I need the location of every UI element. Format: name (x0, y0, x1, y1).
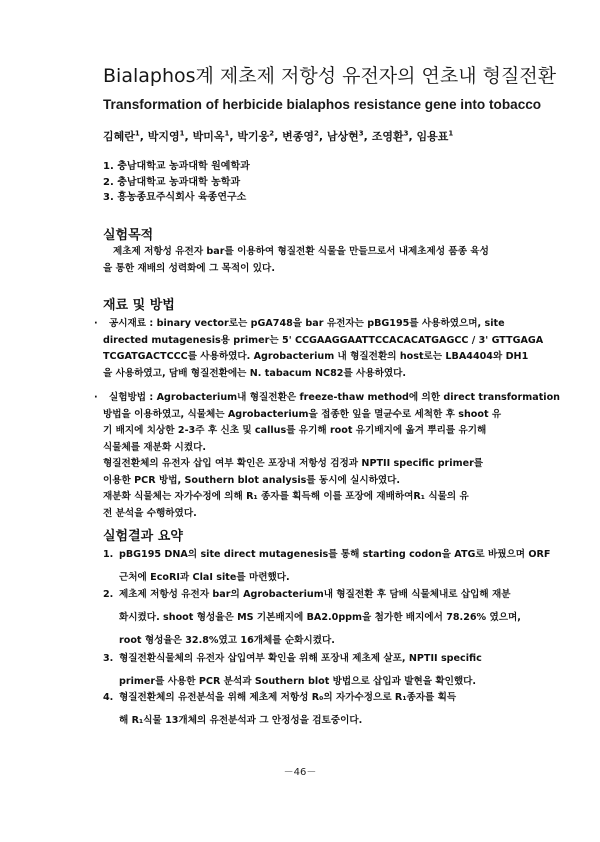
result-text (119, 686, 563, 732)
text-line: 방법을 이용하였고, 식물체는 Agrobacterium을 접종한 잎을 멸균수로 세척한 후 shoot 유 (103, 408, 502, 420)
author-list (103, 128, 563, 144)
methods-procedure-block (94, 390, 563, 522)
text-line: pBG195 DNA의 site direct mutagenesis를 통해 starting codon을 ATG로 바꿨으며 ORF (119, 549, 551, 560)
text-line: 실험방법 : Agrobacterium내 형질전환은 freeze-thaw method에 의한 direct transformation (109, 392, 560, 403)
author-affiliation-mark: 2 (269, 129, 275, 138)
author-affiliation-mark: 1 (134, 129, 140, 138)
text-line: 화시켰다. shoot 형성율은 MS 기본배지에 BA2.0ppm을 첨가한 배지에서 78.26% 였으며, (119, 612, 521, 623)
author-name: 조영환$^3$ (371, 129, 409, 143)
text-line: 전 분석을 수행하였다. (103, 507, 197, 519)
affiliation-item: 2. 충남대학교 농과대학 농학과 (103, 176, 241, 188)
text-line: 식물체를 재분화 시켰다. (103, 441, 206, 453)
affiliation-item: 3. 흥농종묘주식회사 육종연구소 (103, 192, 247, 203)
author-name: 남상현$^3$ (326, 129, 364, 143)
text-line: 해 R₁식물 13개체의 유전분석과 그 안정성을 검토중이다. (119, 715, 363, 726)
text-line: 이용한 PCR 방법, Southern blot analysis를 동시에 실시하였다. (103, 474, 401, 486)
text-line: 형질전환체의 유전자 삽입 여부 확인은 포장내 저항성 검정과 NPTII specific primer를 (103, 458, 484, 469)
result-text (119, 583, 563, 652)
purpose-paragraph (103, 243, 563, 277)
text-line: TCGATGACTCCC를 사용하였다. Agrobacterium 내 형질전환의 host로는 LBA4404와 DH1 (103, 351, 529, 362)
bullet-mark: · (94, 392, 98, 403)
page-number: －46－ (283, 767, 317, 778)
author-name: 박기웅$^2$ (237, 129, 275, 143)
text-line: 을 사용하였고, 담배 형질전환에는 N. tabacum NC82를 사용하였다. (103, 367, 407, 379)
text-line: 근처에 EcoRI과 ClaI site를 마련했다. (119, 572, 290, 583)
result-number: 2. (103, 589, 114, 600)
section-heading-methods: 재료 및 방법 (103, 298, 175, 313)
author-name: 박지영$^1$ (147, 129, 185, 143)
author-name: 임용표$^1$ (416, 129, 454, 143)
paper-title: Bialaphos계 제초제 저항성 유전자의 연초내 형질전환 (103, 65, 557, 87)
text-line: 기 배지에 치상한 2-3주 후 신초 및 callus를 유기해 root 유기배지에 옮겨 뿌리를 유기해 (103, 425, 487, 436)
author-separator: , (408, 130, 417, 143)
author-affiliation-mark: 3 (358, 129, 364, 138)
author-affiliation-mark: 1 (448, 129, 454, 138)
text-line: 제초제 저항성 유전자 bar를 이용하여 형질전환 식물을 만들므로서 내제초제성 품종 육성 (113, 246, 489, 257)
methods-materials-block (94, 316, 563, 382)
paper-subtitle: Transformation of herbicide bialaphos resistance gene into tobacco (103, 97, 542, 112)
result-number: 4. (103, 692, 114, 703)
author-name: 변종영$^2$ (282, 129, 319, 143)
text-line: 공시재료 : binary vector로는 pGA748을 bar 유전자는 pBG195를 사용하였으며, site (109, 318, 505, 329)
author-affiliation-mark: 3 (403, 129, 409, 138)
text-line: primer를 사용한 PCR 분석과 Southern blot 방법으로 삽입과 발현을 확인했다. (119, 676, 477, 687)
text-line: directed mutagenesis용 primer는 5' CCGAAGGAATTCCACACATGAGCC / 3' GTTGAGA (103, 334, 544, 346)
author-name: 김혜란$^1$ (103, 129, 140, 143)
section-heading-results: 실험결과 요약 (103, 529, 183, 544)
author-separator: , (139, 130, 148, 143)
author-affiliation-mark: 1 (224, 129, 230, 138)
text-line: 재분화 식물체는 자가수정에 의해 R₁ 종자를 획득해 이를 포장에 재배하여R₁ 식물의 유 (103, 491, 469, 502)
affiliation-item: 1. 충남대학교 농과대학 원예학과 (103, 161, 250, 172)
text-line: 제초제 저항성 유전자 bar의 Agrobacterium내 형질전환 후 담배 식물체내로 삽입해 재분 (119, 589, 511, 600)
text-line: 형질전환체의 유전분석을 위해 제초제 저항성 R₀의 자가수정으로 R₁종자를 획득 (119, 692, 457, 703)
text-line: root 형성율은 32.8%였고 16개체를 순화시켰다. (119, 635, 335, 646)
text-line: 을 통한 재배의 성력화에 그 목적이 있다. (103, 263, 275, 274)
author-separator: , (318, 130, 327, 143)
author-affiliation-mark: 1 (179, 129, 185, 138)
result-number: 3. (103, 653, 114, 664)
author-separator: , (363, 130, 372, 143)
author-separator: , (229, 130, 238, 143)
section-heading-purpose: 실험목적 (103, 228, 154, 243)
author-affiliation-mark: 2 (314, 129, 319, 138)
text-line: 형질전환식물체의 유전자 삽입여부 확인을 위해 포장내 제초제 살포, NPTII specific (119, 653, 482, 664)
author-name: 박미옥$^1$ (192, 129, 230, 143)
bullet-mark: · (94, 318, 98, 329)
affiliation-list (103, 159, 563, 206)
result-number: 1. (103, 549, 114, 560)
author-separator: , (274, 130, 283, 143)
author-separator: , (184, 130, 193, 143)
